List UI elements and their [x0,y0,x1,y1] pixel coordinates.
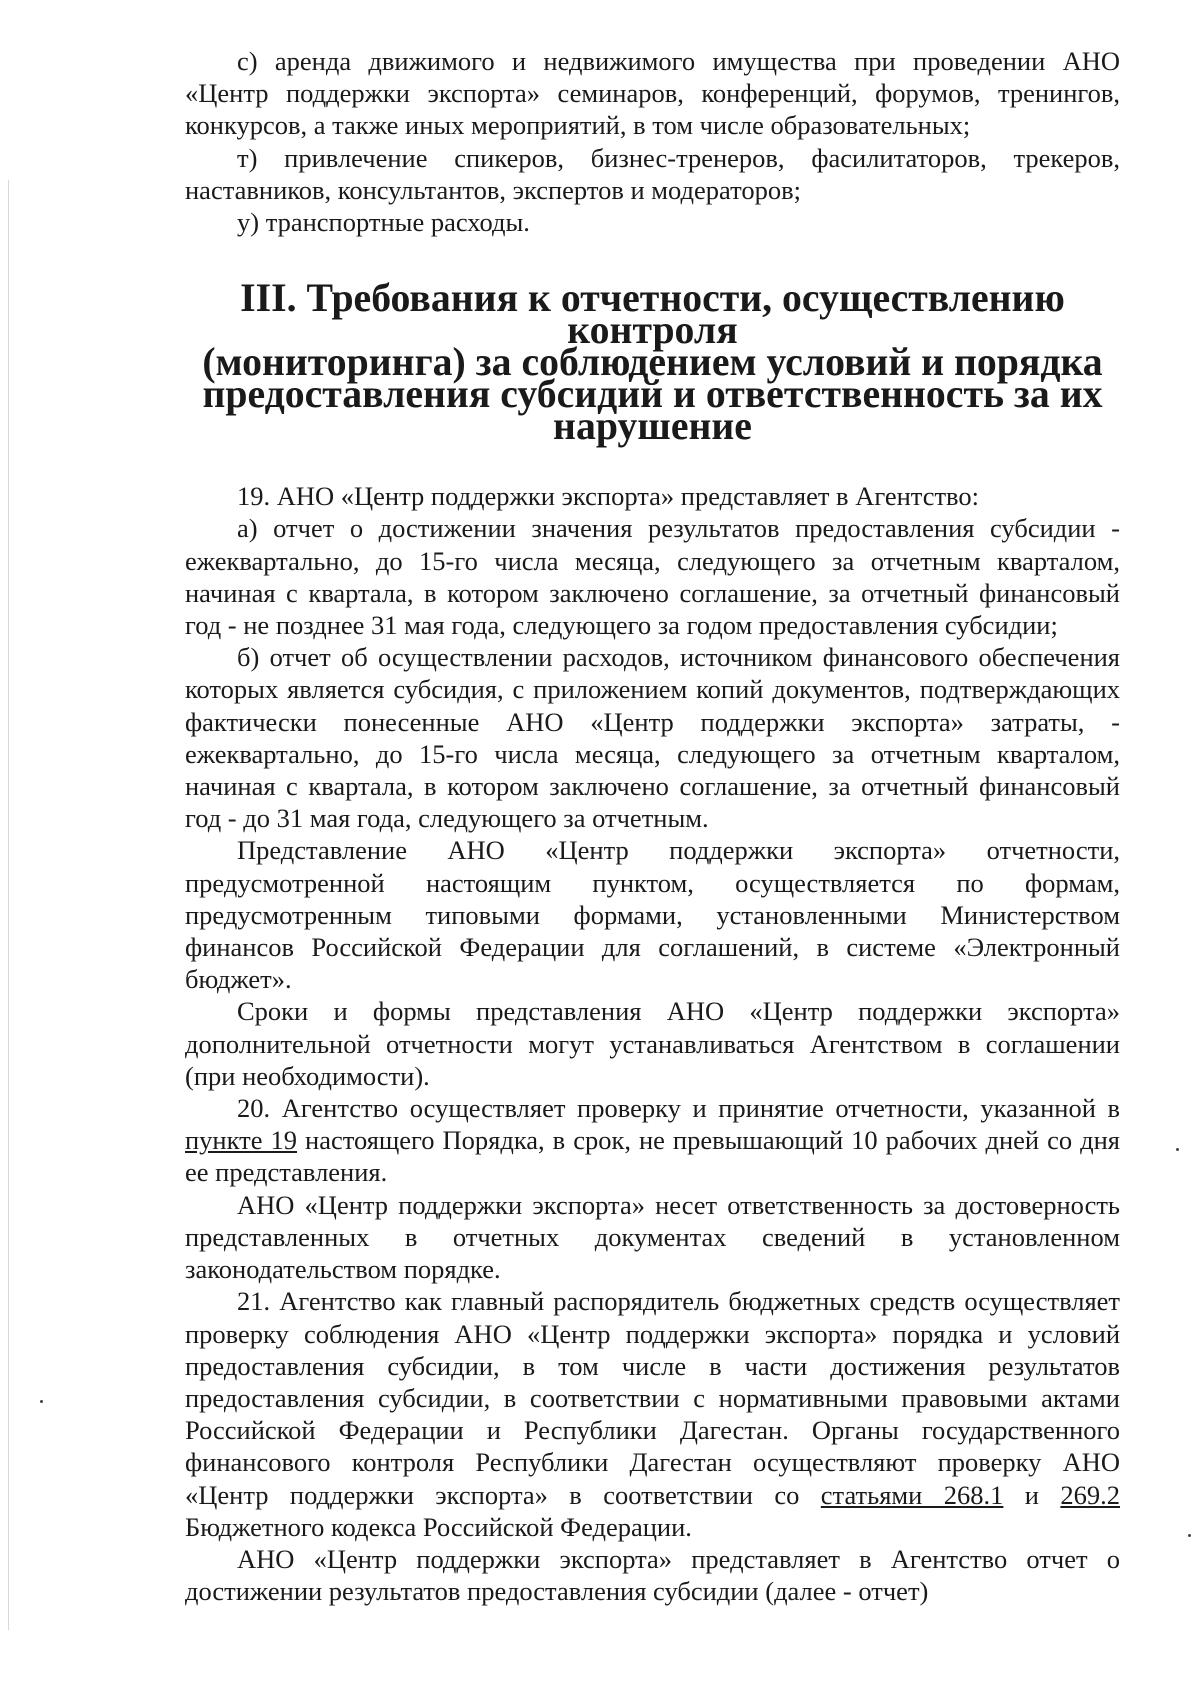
paragraph-21-report: АНО «Центр поддержки экспорта» представляет в Агентство отчет о достижении результатов предоставления субсидии (далее - отчет) [185,1543,1120,1607]
paragraph-19-a: а) отчет о достижении значения результатов предоставления субсидии - ежеквартально, до 15-го числа месяца, следующего за отчетным кварталом, начиная с квартала, в котором заключено соглашение, за отчетный финансовый год - не позднее 31 мая года, следующего за годом предоставления субсидии; [185,513,1120,641]
paragraph-19-additional: Сроки и формы представления АНО «Центр поддержки экспорта» дополнительной отчетности могут устанавливаться Агентством в соглашении (при необходимости). [185,996,1120,1091]
scan-speck [40,1400,43,1403]
section-heading-line: III. Требования к отчетности, осуществлению контроля [240,276,1065,353]
link-article-269-2[interactable]: 269.2 [1060,1479,1121,1510]
section-heading-line: (мониторинга) за соблюдением условий и порядка [202,340,1103,385]
paragraph-20 [185,1092,1120,1189]
item-t: т) привлечение спикеров, бизнес-тренеров, фасилитаторов, трекеров, наставников, консультантов, экспертов и модераторов; [185,142,1120,205]
paragraph-19-b: б) отчет об осуществлении расходов, источником финансового обеспечения которых является субсидия, с приложением копий документов, подтверждающих фактически понесенные АНО «Центр поддержки экспорта» затраты, - ежеквартально, до 15-го числа месяца, следующего за отчетным кварталом, начиная с квартала, в котором заключено соглашение, за отчетный финансовый год - до 31 мая года, следующего за отчетным. [185,642,1120,834]
link-point-19[interactable]: пункте 19 [185,1125,297,1156]
document-page [185,45,1120,1607]
paragraph-20-text: 20. Агентство осуществляет проверку и принятие отчетности, указанной в [237,1093,1120,1124]
scan-speck [1188,1534,1191,1537]
section-heading-line: предоставления субсидий и ответственность за их нарушение [202,372,1103,449]
item-u: у) транспортные расходы. [237,207,530,238]
paragraph-21-text: и [1003,1479,1061,1510]
scan-margin-line [8,180,9,1630]
link-article-268-1[interactable]: статьями 268.1 [820,1479,1004,1510]
paragraph-21 [185,1285,1120,1543]
paragraph-21-text: 21. Агентство как главный распорядитель бюджетных средств осуществляет проверку соблюдения АНО «Центр поддержки экспорта» порядка и условий предоставления субсидии, в том числе в части достижения результатов предоставления субсидии, в соответствии с нормативными правовыми актами Российской Федерации и Республики Дагестан. Органы государственного финансового контроля Республики Дагестан осуществляют проверку АНО «Центр поддержки экспорта» в соответствии со [185,1286,1120,1510]
paragraph-20-responsibility: АНО «Центр поддержки экспорта» несет ответственность за достоверность представленных в отчетных документах сведений в установленном законодательством порядке. [185,1189,1120,1285]
scan-speck [1176,1148,1179,1151]
section-heading [185,276,1120,449]
paragraph-20-text: настоящего Порядка, в срок, не превышающий 10 рабочих дней со дня ее представления. [185,1125,1120,1188]
paragraph-19-intro: 19. АНО «Центр поддержки экспорта» представляет в Агентство: [237,481,979,512]
item-s: с) аренда движимого и недвижимого имущества при проведении АНО «Центр поддержки экспорта» семинаров, конференций, форумов, тренингов, конкурсов, а также иных мероприятий, в том числе образовательных; [185,46,1120,141]
paragraph-21-text: Бюджетного кодекса Российской Федерации. [185,1511,692,1542]
paragraph-19-forms: Представление АНО «Центр поддержки экспорта» отчетности, предусмотренной настоящим пунктом, осуществляется по формам, предусмотренным типовыми формами, установленными Министерством финансов Российской Федерации для соглашений, в системе «Электронный бюджет». [185,835,1120,995]
